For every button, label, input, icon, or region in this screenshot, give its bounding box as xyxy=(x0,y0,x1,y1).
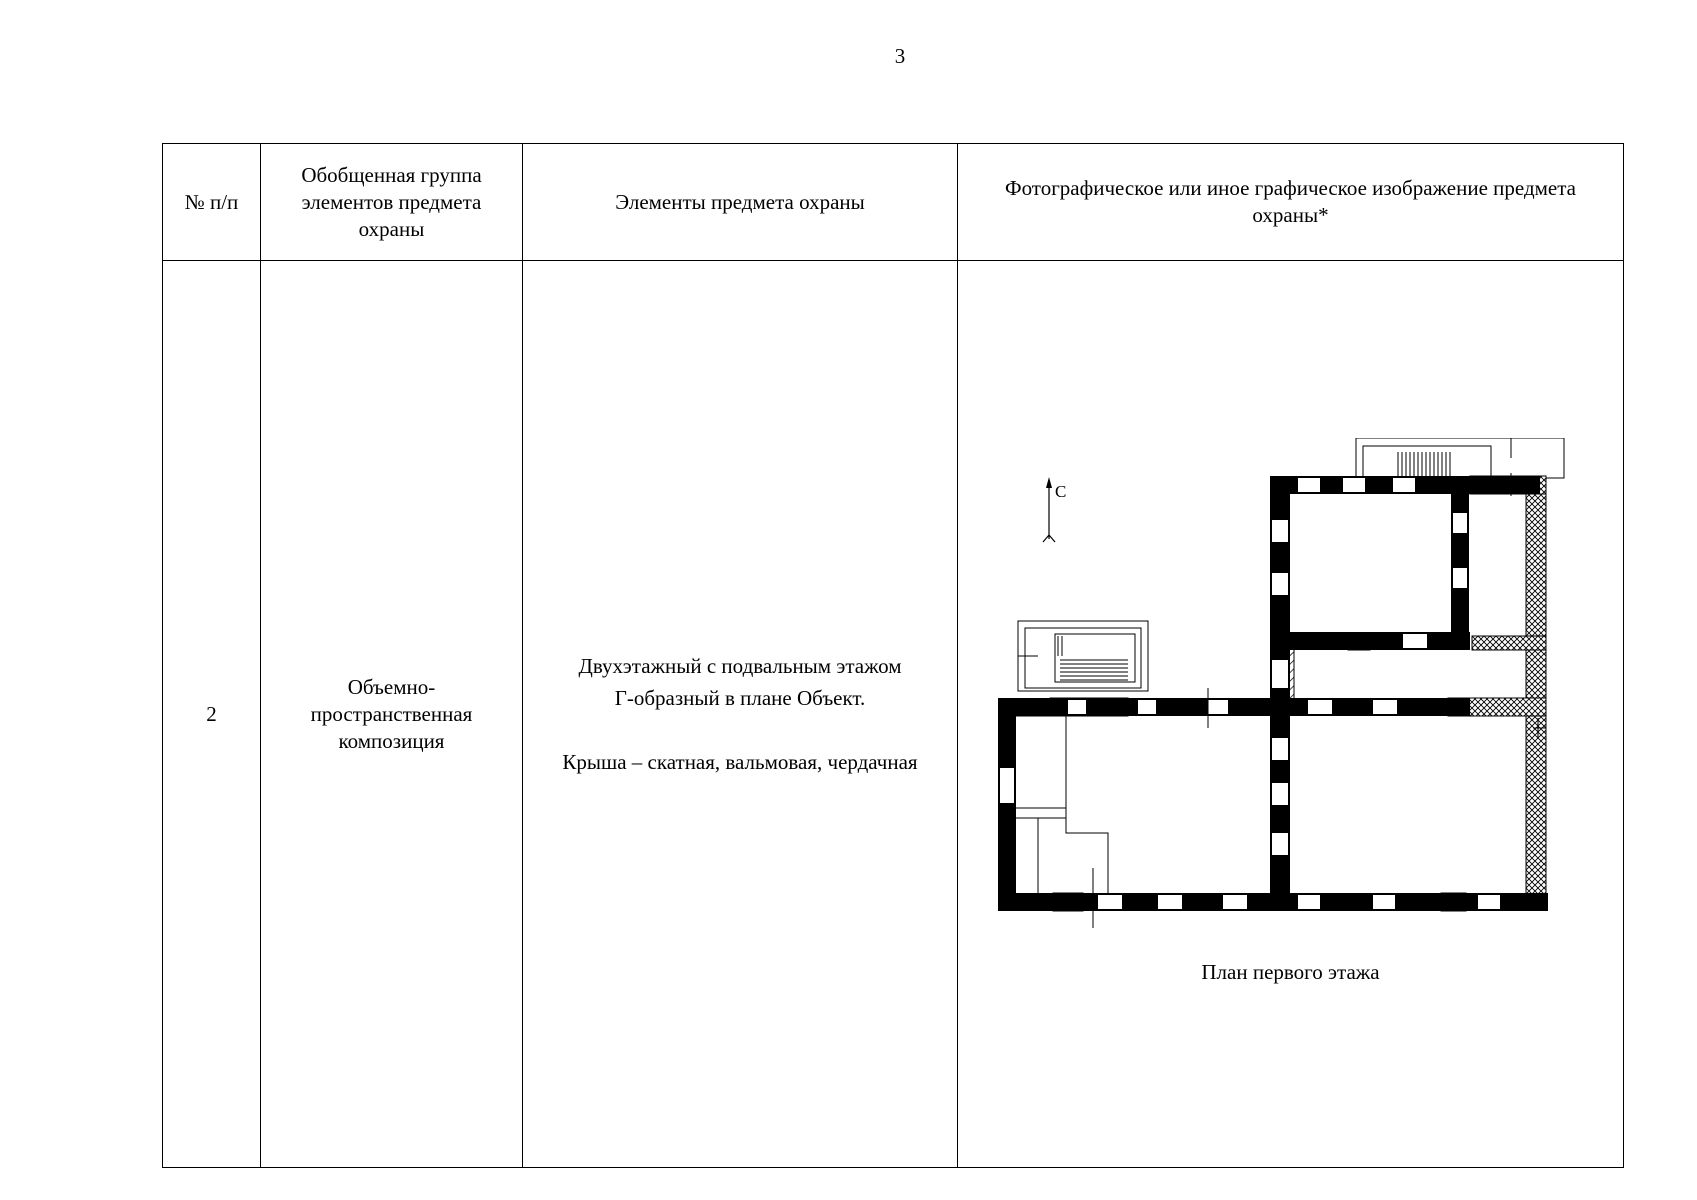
header-image: Фотографическое или иное графическое изображение предмета охраны* xyxy=(958,144,1624,261)
staircase-left xyxy=(1018,621,1148,691)
north-arrow-icon xyxy=(1043,477,1066,542)
wall-openings xyxy=(1000,478,1500,909)
table-header-row xyxy=(163,144,1624,261)
table-row xyxy=(163,261,1624,1168)
heritage-protection-table xyxy=(162,143,1624,1168)
page-number: 3 xyxy=(894,44,906,68)
hatched-walls xyxy=(1050,476,1546,911)
element-line-1: Двухэтажный с подвальным этажом xyxy=(578,654,902,678)
row-group: Объемно-пространственная композиция xyxy=(261,261,523,1168)
row-image xyxy=(958,261,1624,1168)
row-number: 2 xyxy=(163,261,261,1168)
floor-plan-drawing xyxy=(998,438,1588,948)
north-label: С xyxy=(1055,482,1067,501)
element-line-3: Крыша – скатная, вальмовая, чердачная xyxy=(562,750,918,774)
header-number: № п/п xyxy=(163,144,261,261)
element-line-2: Г-образный в плане Объект. xyxy=(614,686,866,710)
row-elements xyxy=(523,261,958,1168)
header-group: Обобщенная группа элементов предмета охраны xyxy=(261,144,523,261)
line-spacer xyxy=(531,714,949,746)
plan-caption: План первого этажа xyxy=(1201,960,1380,984)
header-elements: Элементы предмета охраны xyxy=(523,144,958,261)
image-cell xyxy=(958,261,1623,1167)
